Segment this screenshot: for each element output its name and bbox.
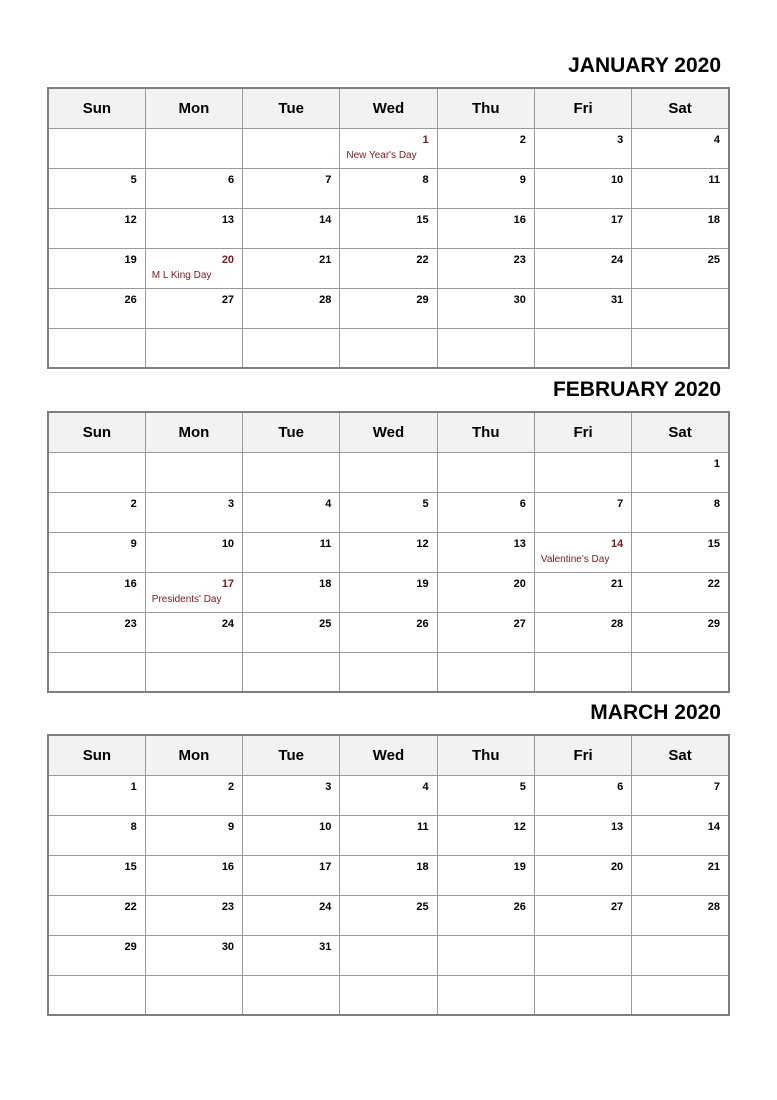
week-row <box>48 208 729 248</box>
day-cell <box>145 288 242 328</box>
day-cell <box>632 815 729 855</box>
empty-day-cell <box>243 328 340 368</box>
day-number: 1 <box>713 457 720 470</box>
day-number: 11 <box>416 820 429 833</box>
day-cell <box>632 895 729 935</box>
day-cell <box>48 168 145 208</box>
day-cell <box>534 895 631 935</box>
day-number: 23 <box>221 900 235 913</box>
day-number: 22 <box>416 253 429 266</box>
day-number: 3 <box>227 497 235 510</box>
holiday-label: Valentine's Day <box>540 553 610 565</box>
day-number: 21 <box>707 860 720 873</box>
day-number: 18 <box>319 577 332 590</box>
day-cell <box>243 492 340 532</box>
week-row <box>48 572 729 612</box>
weekday-header: Sun <box>48 735 145 775</box>
day-cell <box>145 855 242 895</box>
week-row <box>48 935 729 975</box>
day-number: 7 <box>713 780 720 793</box>
day-number: 26 <box>416 617 429 630</box>
day-number: 30 <box>221 940 235 953</box>
day-number: 11 <box>319 537 332 550</box>
empty-day-cell <box>243 652 340 692</box>
day-cell <box>145 815 242 855</box>
day-cell <box>145 775 242 815</box>
day-number: 6 <box>617 780 624 793</box>
empty-day-cell <box>534 652 631 692</box>
empty-day-cell <box>437 975 534 1015</box>
day-number: 27 <box>610 900 624 913</box>
empty-day-cell <box>437 328 534 368</box>
week-row <box>48 652 729 692</box>
empty-day-cell <box>534 328 631 368</box>
weekday-header: Thu <box>437 735 534 775</box>
weekday-header: Fri <box>534 412 631 452</box>
empty-day-cell <box>437 452 534 492</box>
day-number: 17 <box>319 860 332 873</box>
day-number: 12 <box>124 213 137 226</box>
month-grid <box>47 87 730 369</box>
weekday-header: Tue <box>243 735 340 775</box>
weekday-header-row <box>48 412 729 452</box>
empty-day-cell <box>145 128 242 168</box>
day-cell <box>632 532 729 572</box>
weekday-header: Sat <box>632 412 729 452</box>
day-cell <box>243 248 340 288</box>
day-cell <box>534 208 631 248</box>
empty-day-cell <box>632 975 729 1015</box>
empty-day-cell <box>48 452 145 492</box>
day-number: 24 <box>319 900 332 913</box>
day-cell <box>437 288 534 328</box>
day-cell <box>48 895 145 935</box>
weekday-header-row <box>48 88 729 128</box>
day-cell <box>48 815 145 855</box>
day-number: 10 <box>319 820 332 833</box>
day-cell <box>437 492 534 532</box>
day-cell <box>437 775 534 815</box>
empty-day-cell <box>48 975 145 1015</box>
day-number: 14 <box>319 213 332 226</box>
day-cell <box>340 775 437 815</box>
day-cell <box>243 612 340 652</box>
day-cell <box>437 168 534 208</box>
week-row <box>48 328 729 368</box>
month-title: FEBRUARY 2020 <box>552 378 721 401</box>
empty-day-cell <box>145 975 242 1015</box>
day-number: 18 <box>416 860 429 873</box>
weekday-header-row <box>48 735 729 775</box>
day-cell <box>48 935 145 975</box>
empty-day-cell <box>48 128 145 168</box>
day-cell <box>48 532 145 572</box>
day-number: 5 <box>519 780 526 793</box>
day-cell <box>243 288 340 328</box>
empty-day-cell <box>48 652 145 692</box>
weekday-header: Sun <box>48 88 145 128</box>
day-cell <box>534 532 631 572</box>
day-number: 20 <box>513 577 526 590</box>
day-cell <box>243 208 340 248</box>
weekday-header: Wed <box>340 735 437 775</box>
weekday-header: Sat <box>632 735 729 775</box>
day-cell <box>145 572 242 612</box>
day-number: 15 <box>416 213 429 226</box>
day-cell <box>243 572 340 612</box>
day-number: 27 <box>513 617 526 630</box>
week-row <box>48 975 729 1015</box>
empty-day-cell <box>243 128 340 168</box>
empty-day-cell <box>145 652 242 692</box>
day-number: 7 <box>325 173 332 186</box>
empty-day-cell <box>145 452 242 492</box>
day-cell <box>48 248 145 288</box>
week-row <box>48 168 729 208</box>
day-cell <box>437 128 534 168</box>
day-number: 14 <box>707 820 720 833</box>
week-row <box>48 452 729 492</box>
week-row <box>48 612 729 652</box>
day-cell <box>632 572 729 612</box>
day-number: 31 <box>610 293 624 306</box>
day-number: 10 <box>610 173 624 186</box>
holiday-label: M L King Day <box>151 269 212 281</box>
day-cell <box>243 935 340 975</box>
day-number: 13 <box>221 213 235 226</box>
day-cell <box>340 572 437 612</box>
weekday-header: Sun <box>48 412 145 452</box>
day-number: 16 <box>124 577 137 590</box>
day-cell <box>340 815 437 855</box>
day-number: 4 <box>713 133 720 146</box>
day-number: 12 <box>513 820 526 833</box>
weekday-header: Tue <box>243 412 340 452</box>
day-number: 8 <box>713 497 720 510</box>
day-number: 11 <box>708 173 720 186</box>
day-number: 19 <box>416 577 429 590</box>
day-number: 29 <box>124 940 137 953</box>
month-title: JANUARY 2020 <box>568 54 721 77</box>
day-number: 9 <box>227 820 235 833</box>
week-row <box>48 532 729 572</box>
day-cell <box>437 612 534 652</box>
day-number: 13 <box>513 537 526 550</box>
day-cell <box>48 855 145 895</box>
day-number: 23 <box>124 617 137 630</box>
day-number: 30 <box>513 293 526 306</box>
day-number: 3 <box>617 133 624 146</box>
month-grid <box>47 734 730 1016</box>
day-cell <box>534 128 631 168</box>
day-number: 13 <box>610 820 624 833</box>
day-cell <box>534 492 631 532</box>
day-cell <box>145 612 242 652</box>
empty-day-cell <box>632 328 729 368</box>
day-cell <box>48 492 145 532</box>
day-cell <box>145 168 242 208</box>
day-cell <box>437 532 534 572</box>
day-number: 26 <box>124 293 137 306</box>
month-grid <box>47 411 730 693</box>
day-cell <box>534 248 631 288</box>
day-number: 8 <box>422 173 429 186</box>
day-number: 28 <box>610 617 624 630</box>
week-row <box>48 895 729 935</box>
weekday-header: Mon <box>145 88 242 128</box>
week-row <box>48 248 729 288</box>
day-number: 12 <box>416 537 429 550</box>
day-number: 5 <box>130 173 137 186</box>
day-cell <box>340 855 437 895</box>
day-number: 19 <box>124 253 137 266</box>
day-number: 2 <box>227 780 235 793</box>
day-number: 17 <box>221 577 235 590</box>
week-row <box>48 855 729 895</box>
day-number: 7 <box>617 497 624 510</box>
day-number: 26 <box>513 900 526 913</box>
holiday-label: Presidents' Day <box>151 593 222 605</box>
empty-day-cell <box>632 288 729 328</box>
day-cell <box>48 775 145 815</box>
day-cell <box>437 815 534 855</box>
day-cell <box>340 288 437 328</box>
day-cell <box>340 248 437 288</box>
day-number: 22 <box>124 900 137 913</box>
day-number: 20 <box>221 253 235 266</box>
empty-day-cell <box>340 975 437 1015</box>
day-number: 23 <box>513 253 526 266</box>
day-number: 9 <box>130 537 137 550</box>
day-cell <box>632 775 729 815</box>
day-cell <box>632 168 729 208</box>
day-number: 21 <box>610 577 624 590</box>
holiday-label: New Year's Day <box>346 149 417 161</box>
day-cell <box>632 452 729 492</box>
day-number: 17 <box>610 213 624 226</box>
day-cell <box>243 532 340 572</box>
empty-day-cell <box>243 452 340 492</box>
empty-day-cell <box>340 328 437 368</box>
day-cell <box>145 895 242 935</box>
day-number: 2 <box>519 133 526 146</box>
day-cell <box>340 532 437 572</box>
empty-day-cell <box>340 452 437 492</box>
day-number: 21 <box>319 253 332 266</box>
day-number: 1 <box>130 780 137 793</box>
day-cell <box>437 248 534 288</box>
week-row <box>48 128 729 168</box>
day-number: 28 <box>707 900 720 913</box>
day-cell <box>145 532 242 572</box>
day-number: 9 <box>519 173 526 186</box>
day-cell <box>340 168 437 208</box>
empty-day-cell <box>243 975 340 1015</box>
weekday-header: Wed <box>340 88 437 128</box>
week-row <box>48 815 729 855</box>
day-cell <box>437 208 534 248</box>
day-number: 5 <box>422 497 429 510</box>
day-cell <box>145 492 242 532</box>
day-cell <box>534 815 631 855</box>
day-cell <box>534 775 631 815</box>
day-cell <box>534 612 631 652</box>
weekday-header: Fri <box>534 88 631 128</box>
day-cell <box>437 855 534 895</box>
empty-day-cell <box>534 452 631 492</box>
day-cell <box>632 612 729 652</box>
day-number: 28 <box>319 293 332 306</box>
day-number: 16 <box>221 860 235 873</box>
day-number: 18 <box>707 213 720 226</box>
day-number: 22 <box>707 577 720 590</box>
day-number: 6 <box>227 173 235 186</box>
week-row <box>48 775 729 815</box>
day-cell <box>534 168 631 208</box>
weekday-header: Tue <box>243 88 340 128</box>
day-number: 4 <box>422 780 429 793</box>
day-cell <box>243 775 340 815</box>
month-title: MARCH 2020 <box>590 701 721 724</box>
day-number: 15 <box>124 860 137 873</box>
day-cell <box>534 288 631 328</box>
weekday-header: Fri <box>534 735 631 775</box>
day-number: 25 <box>707 253 720 266</box>
day-cell <box>145 935 242 975</box>
day-number: 29 <box>416 293 429 306</box>
week-row <box>48 492 729 532</box>
day-cell <box>48 208 145 248</box>
day-cell <box>243 895 340 935</box>
day-cell <box>340 895 437 935</box>
day-number: 24 <box>221 617 235 630</box>
day-cell <box>534 572 631 612</box>
day-number: 15 <box>707 537 720 550</box>
day-number: 27 <box>221 293 235 306</box>
day-cell <box>632 128 729 168</box>
day-number: 20 <box>610 860 624 873</box>
day-number: 25 <box>319 617 332 630</box>
day-cell <box>340 612 437 652</box>
week-row <box>48 288 729 328</box>
weekday-header: Mon <box>145 412 242 452</box>
empty-day-cell <box>437 935 534 975</box>
weekday-header: Mon <box>145 735 242 775</box>
day-cell <box>340 208 437 248</box>
empty-day-cell <box>437 652 534 692</box>
day-number: 4 <box>325 497 332 510</box>
day-number: 10 <box>221 537 235 550</box>
day-number: 16 <box>513 213 526 226</box>
day-cell <box>632 855 729 895</box>
day-cell <box>145 208 242 248</box>
day-cell <box>48 572 145 612</box>
day-cell <box>632 248 729 288</box>
weekday-header: Thu <box>437 88 534 128</box>
day-cell <box>48 612 145 652</box>
day-cell <box>632 208 729 248</box>
day-cell <box>340 492 437 532</box>
day-number: 2 <box>130 497 137 510</box>
day-cell <box>632 492 729 532</box>
day-number: 14 <box>610 537 624 550</box>
empty-day-cell <box>145 328 242 368</box>
day-number: 29 <box>707 617 720 630</box>
day-cell <box>48 288 145 328</box>
day-cell <box>243 168 340 208</box>
weekday-header: Thu <box>437 412 534 452</box>
empty-day-cell <box>340 935 437 975</box>
day-cell <box>534 855 631 895</box>
empty-day-cell <box>534 935 631 975</box>
day-number: 3 <box>325 780 332 793</box>
day-number: 6 <box>519 497 526 510</box>
day-cell <box>340 128 437 168</box>
weekday-header: Sat <box>632 88 729 128</box>
weekday-header: Wed <box>340 412 437 452</box>
day-cell <box>243 815 340 855</box>
empty-day-cell <box>534 975 631 1015</box>
day-number: 8 <box>130 820 137 833</box>
day-number: 31 <box>319 940 332 953</box>
day-cell <box>437 572 534 612</box>
empty-day-cell <box>48 328 145 368</box>
day-cell <box>437 895 534 935</box>
day-number: 25 <box>416 900 429 913</box>
empty-day-cell <box>632 935 729 975</box>
empty-day-cell <box>632 652 729 692</box>
day-cell <box>145 248 242 288</box>
day-number: 24 <box>610 253 624 266</box>
day-cell <box>243 855 340 895</box>
empty-day-cell <box>340 652 437 692</box>
day-number: 1 <box>422 133 429 146</box>
day-number: 19 <box>513 860 526 873</box>
